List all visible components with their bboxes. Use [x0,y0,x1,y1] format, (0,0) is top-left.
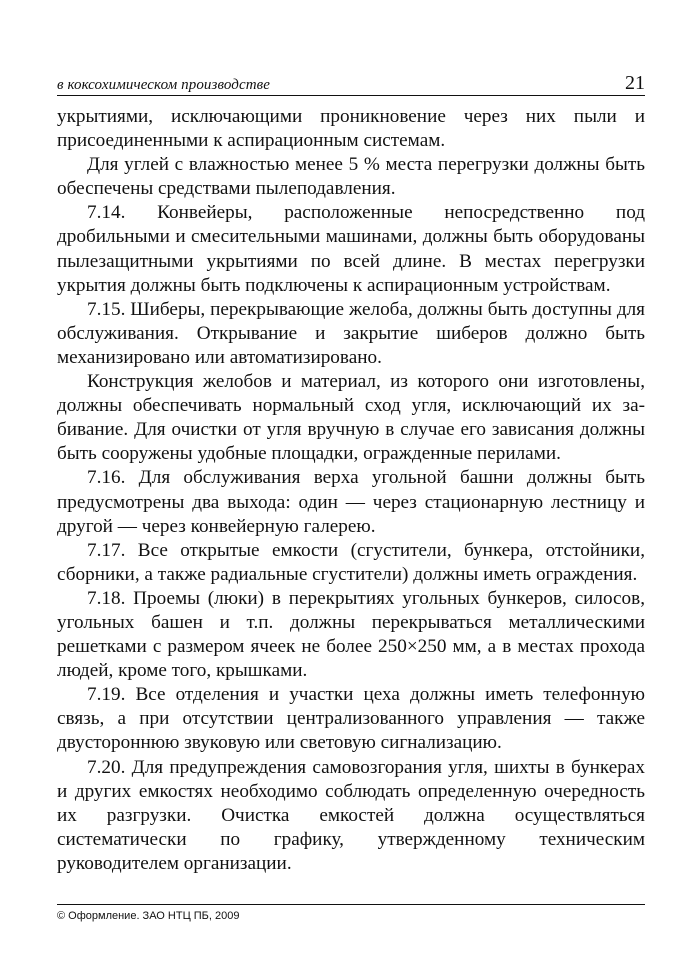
paragraph: 7.17. Все открытые емкости (сгустители, бункера, отстойники, сборники, а также радиальные сгустители) должны иметь ограждения. [57,539,645,585]
running-title: в коксохимическом производстве [57,77,271,93]
page [57,66,645,876]
paragraph: Конструкция желобов и материал, из которого они изготовлены, должны обеспечивать нормальный сход угля, исключающий их забивание. Для очистки от угля вручную в случае его зависания должны быть сооружены удобные площадки, огражденные перилами. [57,371,645,465]
paragraph: Для углей с влажностью менее 5 % места перегрузки должны быть обеспечены средствами пылеподавления. [57,154,645,200]
footer [57,904,645,922]
paragraph: 7.15. Шиберы, перекрывающие желоба, должны быть доступны для обслуживания. Открывание и закрытие шиберов должно быть механизировано или автоматизировано. [57,298,645,368]
paragraph: 7.16. Для обслуживания верха угольной башни должны быть предусмотрены два выхода: один — через стационарную лестницу и другой — через конвейерную галерею. [57,467,645,537]
copyright-notice: © Оформление. ЗАО НТЦ ПБ, 2009 [57,910,240,922]
body-text [57,105,645,876]
running-header [57,66,645,96]
paragraph: 7.20. Для предупреждения самовозгорания угля, шихты в бункерах и других емкостях необходимо соблюдать определенную очередность их разгрузки. Очистка емкостей должна осуществляться систематически по графику, утвержденному техническим руководителем организации. [57,756,645,874]
paragraph: 7.18. Проемы (люки) в перекрытиях угольных бункеров, силосов, угольных башен и т.п. должны перекрываться металлическими решетками с размером ячеек не более 250×250 мм, а в местах прохода людей, кроме того, крышками. [57,587,645,682]
paragraph: 7.19. Все отделения и участки цеха должны иметь телефонную связь, а при отсутствии централизованного управления — также двустороннюю звуковую или световую сигнализацию. [57,684,645,754]
page-number: 21 [625,72,645,94]
paragraph: 7.14. Конвейеры, расположенные непосредственно под дробильными и смесительными машинами, должны быть оборудованы пылезащитными укрытиями по всей длине. В местах перегрузки укрытия должны быть подключены к аспирационным устройствам. [57,202,645,296]
paragraph: укрытиями, исключающими проникновение через них пыли и присоединенными к аспирационным системам. [57,106,645,152]
